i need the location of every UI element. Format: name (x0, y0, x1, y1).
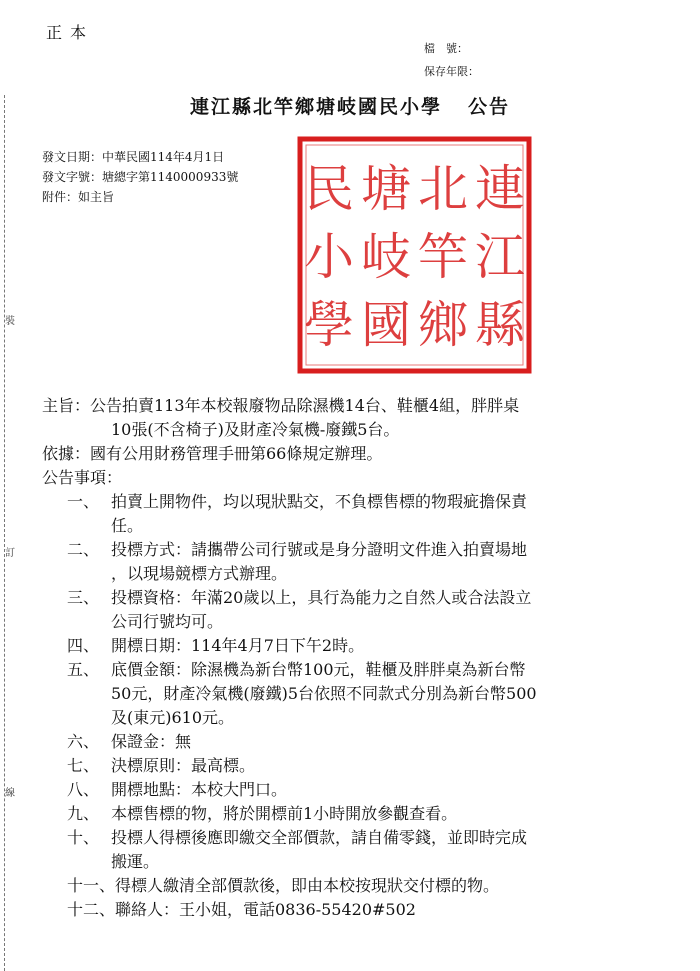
seal-glyph: 學 (304, 296, 354, 354)
retention-period-label: 保存年限： (424, 65, 479, 78)
item-text: 投標人得標後應即繳交全部價款，請自備零錢，並即時完成 (111, 828, 528, 847)
item-text: 底價金額：除濕機為新台幣100元，鞋櫃及胖胖桌為新台幣 (111, 660, 526, 679)
item-number: 五、 (67, 660, 100, 679)
item-text: 開標日期：114年4月7日下午2時。 (111, 636, 365, 655)
item-number: 一、 (67, 492, 100, 511)
item-text-continued: 及(東元)610元。 (111, 708, 235, 727)
item-text: 投標資格：年滿20歲以上，具行為能力之自然人或合法設立 (111, 588, 532, 607)
subject-line: 主旨：公告拍賣113年本校報廢物品除濕機14台、鞋櫃4組，胖胖桌 (42, 396, 520, 415)
seal-glyph: 民 (304, 160, 354, 218)
page-title (0, 92, 700, 119)
issue-date: 發文日期：中華民國114年4月1日 (42, 150, 225, 164)
seal-glyph: 江 (475, 228, 525, 286)
attachment-note: 附件：如主旨 (42, 190, 115, 204)
legal-basis: 依據：國有公用財務管理手冊第66條規定辦理。 (42, 444, 383, 463)
seal-glyph: 北 (418, 160, 468, 218)
item-text-continued: 公司行號均可。 (111, 612, 224, 631)
item-number: 四、 (67, 636, 100, 655)
seal-glyph: 國 (361, 296, 411, 354)
seal-glyph: 岐 (361, 228, 411, 286)
item-number: 三、 (67, 588, 100, 607)
item-text: 聯絡人：王小姐，電話0836-55420#502 (115, 900, 416, 919)
archive-number-label: 檔 號： (424, 42, 468, 55)
binding-mark-zhuang: 裝 (5, 316, 15, 327)
binding-mark-xian: 線 (5, 788, 15, 799)
document-type: 公告 (468, 96, 511, 118)
item-text: 決標原則：最高標。 (111, 756, 256, 775)
official-seal (297, 136, 532, 374)
seal-glyph: 塘 (361, 160, 411, 218)
item-text-continued: 50元，財產冷氣機(廢鐵)5台依照不同款式分別為新台幣500 (111, 684, 537, 703)
item-text: 本標售標的物，將於開標前1小時開放參觀查看。 (111, 804, 458, 823)
item-text-continued: 搬運。 (111, 852, 160, 871)
seal-glyph: 縣 (475, 296, 525, 354)
item-text: 拍賣上開物件，均以現狀點交，不負標售標的物瑕疵擔保責 (111, 492, 528, 511)
subject-line-continued: 10張(不含椅子)及財產冷氣機-廢鐵5台。 (111, 420, 400, 439)
seal-glyph: 連 (475, 160, 525, 218)
item-number: 二、 (67, 540, 100, 559)
item-text-continued: 任。 (111, 516, 144, 535)
items-heading: 公告事項： (42, 468, 123, 487)
item-text-continued: ，以現場競標方式辦理。 (111, 564, 288, 583)
item-text: 保證金：無 (111, 732, 192, 751)
seal-glyph: 竿 (418, 228, 468, 286)
item-text: 得標人繳清全部價款後，即由本校按現狀交付標的物。 (115, 876, 500, 895)
item-number: 九、 (67, 804, 100, 823)
item-number: 七、 (67, 756, 100, 775)
document-number: 發文字號：塘總字第1140000933號 (42, 170, 239, 184)
item-number: 十、 (67, 828, 100, 847)
item-number: 八、 (67, 780, 100, 799)
seal-glyph: 鄉 (418, 296, 468, 354)
item-number: 六、 (67, 732, 100, 751)
binding-mark-ding: 訂 (5, 548, 15, 559)
item-number: 十一、 (67, 876, 116, 895)
seal-glyph: 小 (304, 228, 354, 286)
item-number: 十二、 (67, 900, 116, 919)
issuing-organization: 連江縣北竿鄉塘岐國民小學 (189, 96, 442, 118)
copy-mark: 正本 (46, 23, 95, 42)
binding-line (4, 95, 18, 971)
item-text: 投標方式：請攜帶公司行號或是身分證明文件進入拍賣場地 (111, 540, 528, 559)
item-text: 開標地點：本校大門口。 (111, 780, 288, 799)
